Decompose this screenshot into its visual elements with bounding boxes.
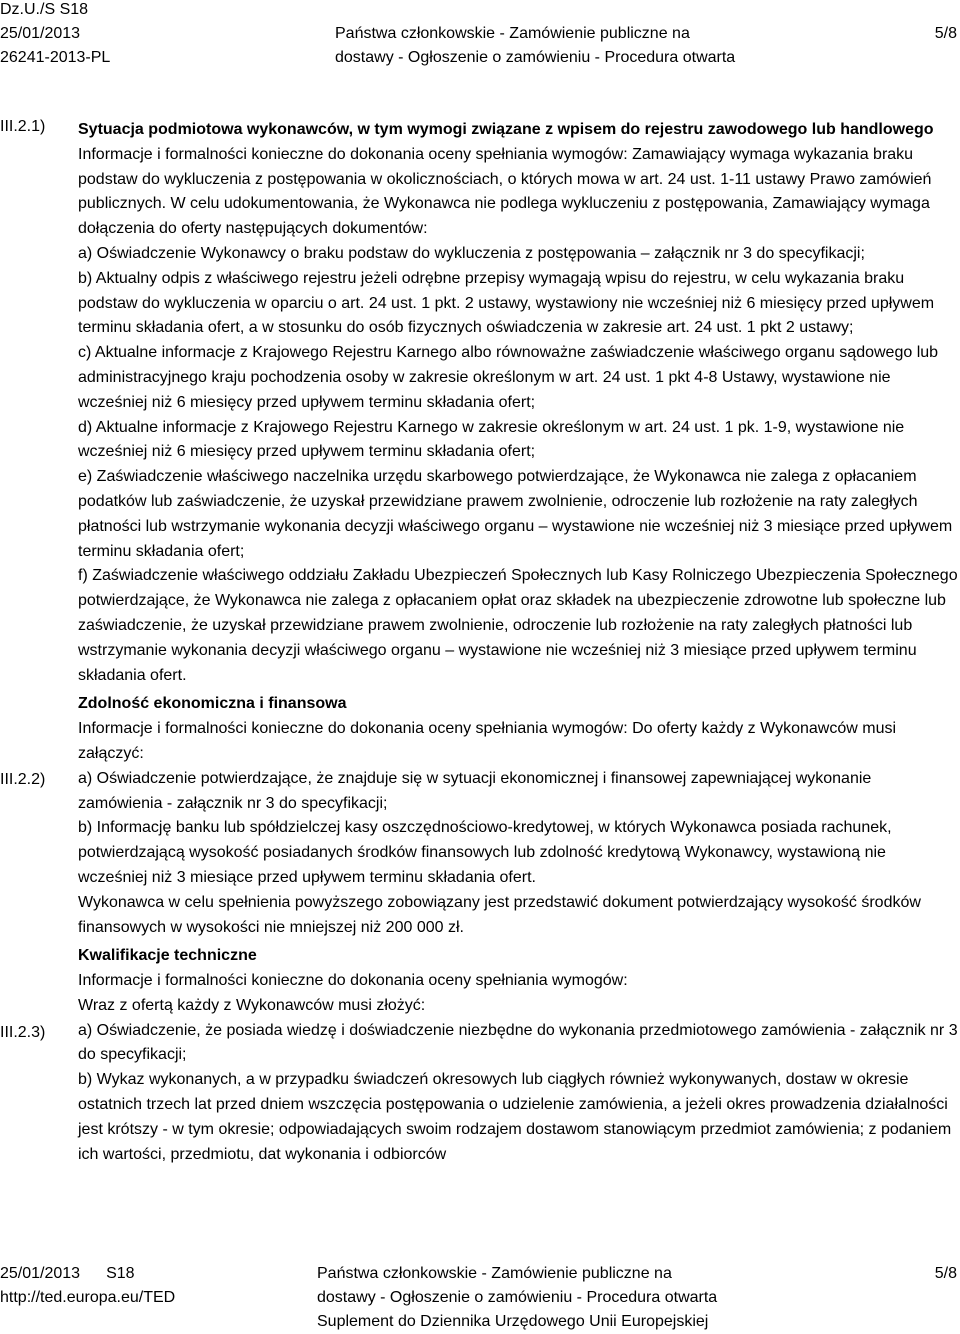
footer-line-2: dostawy - Ogłoszenie o zamówieniu - Procedura otwarta	[317, 1289, 718, 1306]
header-center	[335, 0, 805, 70]
header-page-number: 5/8	[934, 25, 957, 42]
document-id: 26241-2013-PL	[0, 49, 111, 66]
footer-line-3: Suplement do Dziennika Urzędowego Unii Europejskiej	[317, 1313, 709, 1330]
section-iii-2-2	[78, 692, 958, 940]
section-body: Informacje i formalności konieczne do dokonania oceny spełniania wymogów: Wraz z ofertą każdy z Wykonawców musi złożyć: a) Oświadczenie, że posiada wiedzę i doświadczenie niezbędne do wykonania przedmiotowego zamówienia - załącznik nr 3 do specyfikacji; b) Wykaz wykonanych, a w przypadku świadczeń okresowych lub ciągłych również wykonywanych, dostaw w okresie ostatnich trzech lat przed dniem wszczęcia postępowania o udzielenie zamówienia, a jeżeli okres prowadzenia działalności jest krótszy - w tym okresie; odpowiadających swoim rodzajem dostawom stanowiącym przedmiot zamówienia; z podaniem ich wartości, przedmiotu, dat wykonania i odbiorców	[78, 972, 958, 1163]
header-left	[0, 0, 110, 70]
section-body: Informacje i formalności konieczne do dokonania oceny spełniania wymogów: Zamawiający wymaga wykazania braku podstaw do wykluczenia z postępowania w okolicznościach, o których mowa w art. 24 ust. 1-11 ustawy Prawo zamówień publicznych. W celu udokumentowania, że Wykonawca nie podlega wykluczeniu z postępowania, Zamawiający wymaga dołączenia do oferty następujących dokumentów: a) Oświadczenie Wykonawcy o braku podstaw do wykluczenia z postępowania – załącznik nr 3 do specyfikacji; b) Aktualny odpis z właściwego rejestru jeżeli odrębne przepisy wymagają wpisu do rejestru, w celu wykazania braku podstaw do wykluczenia w oparciu o art. 24 ust. 1 pkt. 2 ustawy, wystawiony nie wcześniej niż 6 miesięcy przed upływem terminu składania ofert, a w stosunku do osób fizycznych oświadczenia w zakresie art. 24 ust. 1 pkt 2 ustawy; c) Aktualne informacje z Krajowego Rejestru Karnego albo równoważne zaświadczenie właściwego organu sądowego lub administracyjnego kraju pochodzenia osoby w zakresie określonym w art. 24 ust. 1 pkt 4-8 Ustawy, wystawione nie wcześniej niż 6 miesięcy przed upływem terminu składania ofert; d) Aktualne informacje z Krajowego Rejestru Karnego w zakresie określonym w art. 24 ust. 1 pk. 1-9, wystawione nie wcześniej niż 6 miesięcy przed upływem terminu składania ofert; e) Zaświadczenie właściwego naczelnika urzędu skarbowego potwierdzające, że Wykonawca nie zalega z opłacaniem podatków lub zaświadczenie, że uzyskał przewidziane prawem zwolnienie, odroczenie lub rozłożenie na raty zaległych płatności lub wstrzymanie wykonania decyzji właściwego organu – wystawione nie wcześniej niż 3 miesiące przed upływem terminu składania ofert; f) Zaświadczenie właściwego oddziału Zakładu Ubezpieczeń Społecznych lub Kasy Rolniczego Ubezpieczenia Społecznego potwierdzające, że Wykonawca nie zalega z opłacaniem opłat oraz składek na ubezpieczenie zdrowotne lub społeczne lub zaświadczenie, że uzyskał przewidziane prawem zwolnienie, odroczenie lub rozłożenie na raty zaległych płatności lub wstrzymanie wykonania decyzji właściwego organu – wystawione nie wcześniej niż 3 miesiące przed upływem terminu składania ofert.	[78, 145, 958, 684]
footer-url[interactable]: http://ted.europa.eu/TED	[0, 1289, 176, 1306]
journal-ref: Dz.U./S S18	[0, 1, 89, 18]
section-number: III.2.2)	[0, 771, 46, 788]
footer-center	[317, 1262, 787, 1334]
section-iii-2-3	[78, 944, 958, 1167]
page-header	[0, 0, 960, 90]
section-iii-2-1	[78, 118, 958, 688]
footer-date: 25/01/2013	[0, 1265, 81, 1282]
header-line-1: Państwa członkowskie - Zamówienie publiczne na	[335, 25, 690, 42]
section-title: Sytuacja podmiotowa wykonawców, w tym wymogi związane z wpisem do rejestru zawodowego lub handlowego	[78, 121, 934, 138]
header-date: 25/01/2013	[0, 25, 81, 42]
section-title: Kwalifikacje techniczne	[78, 947, 257, 965]
section-body: Informacje i formalności konieczne do dokonania oceny spełniania wymogów: Do oferty każdy z Wykonawców musi załączyć: a) Oświadczenie potwierdzające, że znajduje się w sytuacji ekonomicznej i finansowej zapewniającej wykonanie zamówienia - załącznik nr 3 do specyfikacji; b) Informację banku lub spółdzielczej kasy oszczędnościowo-kredytowej, w których Wykonawca posiada rachunek, potwierdzającą wysokość posiadanych środków finansowych lub zdolność kredytową Wykonawcy, wystawioną nie wcześniej niż 3 miesiące przed upływem terminu składania ofert. Wykonawca w celu spełnienia powyższego zobowiązany jest przedstawić dokument potwierdzający wysokość środków finansowych w wysokości nie mniejszej niż 200 000 zł.	[78, 720, 921, 936]
section-number: III.2.3)	[0, 1024, 46, 1041]
footer-left	[0, 1262, 175, 1310]
document-body	[78, 118, 958, 1167]
footer-series: S18	[106, 1265, 135, 1282]
section-number: III.2.1)	[0, 118, 46, 135]
footer-line-1: Państwa członkowskie - Zamówienie publiczne na	[317, 1265, 672, 1282]
header-line-2: dostawy - Ogłoszenie o zamówieniu - Procedura otwarta	[335, 49, 736, 66]
footer-page-number: 5/8	[934, 1265, 957, 1282]
page-footer	[0, 1262, 960, 1334]
section-title: Zdolność ekonomiczna i finansowa	[78, 695, 347, 713]
footer-date-line	[0, 1262, 175, 1286]
